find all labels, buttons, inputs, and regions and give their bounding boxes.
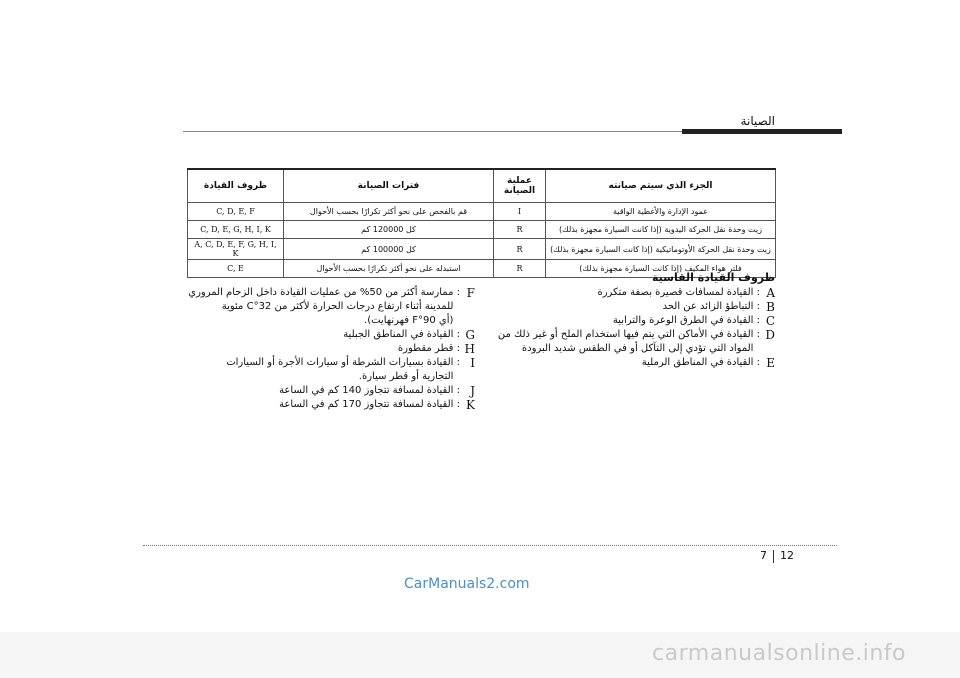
condition-code: K bbox=[466, 398, 475, 412]
page-separator bbox=[773, 550, 774, 563]
header-operation: عملية الصيانة bbox=[494, 169, 546, 203]
condition-code: H bbox=[464, 342, 475, 356]
condition-text: التباطؤ الزائد عن الحد bbox=[662, 301, 754, 312]
header-intervals: فترات الصيانة bbox=[284, 169, 494, 203]
cell-operation: R bbox=[494, 260, 546, 278]
cell-part: عمود الإدارة والأغطية الواقية bbox=[546, 203, 776, 221]
cell-interval: كل 100000 كم bbox=[284, 239, 494, 260]
cell-conditions: C, D, E, F bbox=[188, 203, 284, 221]
condition-code: F bbox=[466, 286, 475, 300]
cell-part: فلتر هواء المكيف (إذا كانت السيارة مجهزة بذلك) bbox=[546, 260, 776, 278]
cell-part: زيت وحدة نقل الحركة الأوتوماتيكية (إذا كانت السيارة مجهزة بذلك) bbox=[546, 239, 776, 260]
cell-interval: استبدله على نحو أكثر تكرارًا بحسب الأحوال bbox=[284, 260, 494, 278]
footer-logo: carmanualsonline.info bbox=[652, 641, 906, 666]
condition-text: التجارية أو قطر سيارة. bbox=[358, 371, 454, 382]
condition-text: ممارسة أكثر من 50% من عمليات القيادة داخل الزحام المروري bbox=[188, 287, 454, 298]
condition-text: القيادة لمسافة تتجاوز 170 كم في الساعة bbox=[279, 399, 454, 410]
condition-item: H : قطر مقطورة bbox=[397, 342, 475, 356]
condition-item: A : القيادة لمسافات قصيرة بصفة متكررة bbox=[597, 286, 775, 300]
condition-item: D : القيادة في الأماكن التي يتم فيها استخدام الملح أو غير ذلك من المواد التي تؤدي إلى التآكل أو في الطقس شديد البرودة bbox=[497, 328, 775, 354]
condition-text: القيادة في المناطق الجبلية bbox=[343, 329, 454, 340]
table-row bbox=[188, 203, 776, 221]
condition-item: E : القيادة في المناطق الرملية bbox=[641, 356, 775, 370]
condition-item: G : القيادة في المناطق الجبلية bbox=[343, 328, 475, 342]
cell-part: زيت وحدة نقل الحركة اليدوية (إذا كانت السيارة مجهزة بذلك) bbox=[546, 221, 776, 239]
condition-code: I bbox=[470, 356, 475, 370]
condition-text: للمدينة أثناء ارتفاع درجات الحرارة لأكثر من 32°C مئوية bbox=[221, 301, 454, 312]
condition-code: G bbox=[465, 328, 475, 342]
condition-text: قطر مقطورة bbox=[397, 343, 454, 354]
condition-code: B bbox=[766, 300, 775, 314]
page-number bbox=[760, 549, 794, 563]
header-conditions: ظروف القيادة bbox=[188, 169, 284, 203]
condition-text: (أي 90°F فهرنهايت). bbox=[364, 315, 454, 326]
condition-text: القيادة لمسافات قصيرة بصفة متكررة bbox=[597, 287, 754, 298]
table-row bbox=[188, 221, 776, 239]
severe-conditions-heading: ظروف القيادة القاسية bbox=[652, 271, 775, 284]
section-title: الصيانة bbox=[740, 114, 775, 128]
condition-code: A bbox=[766, 286, 775, 300]
header-part: الجزء الذي سيتم صيانته bbox=[546, 169, 776, 203]
condition-text: القيادة بسيارات الشرطة أو سيارات الأجرة أو السيارات bbox=[226, 357, 454, 368]
condition-item: C : القيادة في الطرق الوعرة والترابية bbox=[612, 314, 775, 328]
conditions-column-left bbox=[175, 286, 475, 412]
cell-conditions: A, C, D, E, F, G, H, I, K bbox=[188, 239, 284, 260]
condition-text: القيادة في الأماكن التي يتم فيها استخدام الملح أو غير ذلك من bbox=[497, 329, 754, 340]
conditions-column-right bbox=[475, 286, 775, 370]
cell-conditions: C, D, E, G, H, I, K bbox=[188, 221, 284, 239]
cell-interval: قم بالفحص على نحو أكثر تكرارًا بحسب الأحوال bbox=[284, 203, 494, 221]
condition-text: القيادة في المناطق الرملية bbox=[641, 357, 754, 368]
condition-item: I : القيادة بسيارات الشرطة أو سيارات الأجرة أو السيارات التجارية أو قطر سيارة. bbox=[226, 356, 475, 382]
cell-conditions: C, E bbox=[188, 260, 284, 278]
condition-item: F : ممارسة أكثر من 50% من عمليات القيادة داخل الزحام المروري للمدينة أثناء ارتفاع درجات الحرارة لأكثر من 32°C مئوية (أي 90°F فهرنهايت). bbox=[188, 286, 475, 326]
condition-text: القيادة في الطرق الوعرة والترابية bbox=[612, 315, 754, 326]
table-row bbox=[188, 239, 776, 260]
footer-rule bbox=[143, 545, 837, 546]
condition-text: القيادة لمسافة تتجاوز 140 كم في الساعة bbox=[279, 385, 454, 396]
condition-code: E bbox=[766, 356, 775, 370]
watermark-link[interactable]: CarManuals2.com bbox=[404, 576, 530, 592]
cell-interval: كل 120000 كم bbox=[284, 221, 494, 239]
condition-item: K : القيادة لمسافة تتجاوز 170 كم في الساعة bbox=[279, 398, 475, 412]
cell-operation: R bbox=[494, 221, 546, 239]
cell-operation: I bbox=[494, 203, 546, 221]
maintenance-table bbox=[187, 168, 776, 278]
condition-code: C bbox=[765, 314, 775, 328]
condition-item: B : التباطؤ الزائد عن الحد bbox=[662, 300, 775, 314]
condition-code: J bbox=[470, 384, 475, 398]
page-index: 12 bbox=[780, 549, 794, 562]
condition-text: المواد التي تؤدي إلى التآكل أو في الطقس شديد البرودة bbox=[521, 343, 754, 354]
header-bar bbox=[682, 129, 842, 134]
table-header-row bbox=[188, 169, 776, 203]
condition-item: J : القيادة لمسافة تتجاوز 140 كم في الساعة bbox=[279, 384, 475, 398]
cell-operation: R bbox=[494, 239, 546, 260]
chapter-number: 7 bbox=[760, 549, 767, 562]
condition-code: D bbox=[765, 328, 775, 342]
